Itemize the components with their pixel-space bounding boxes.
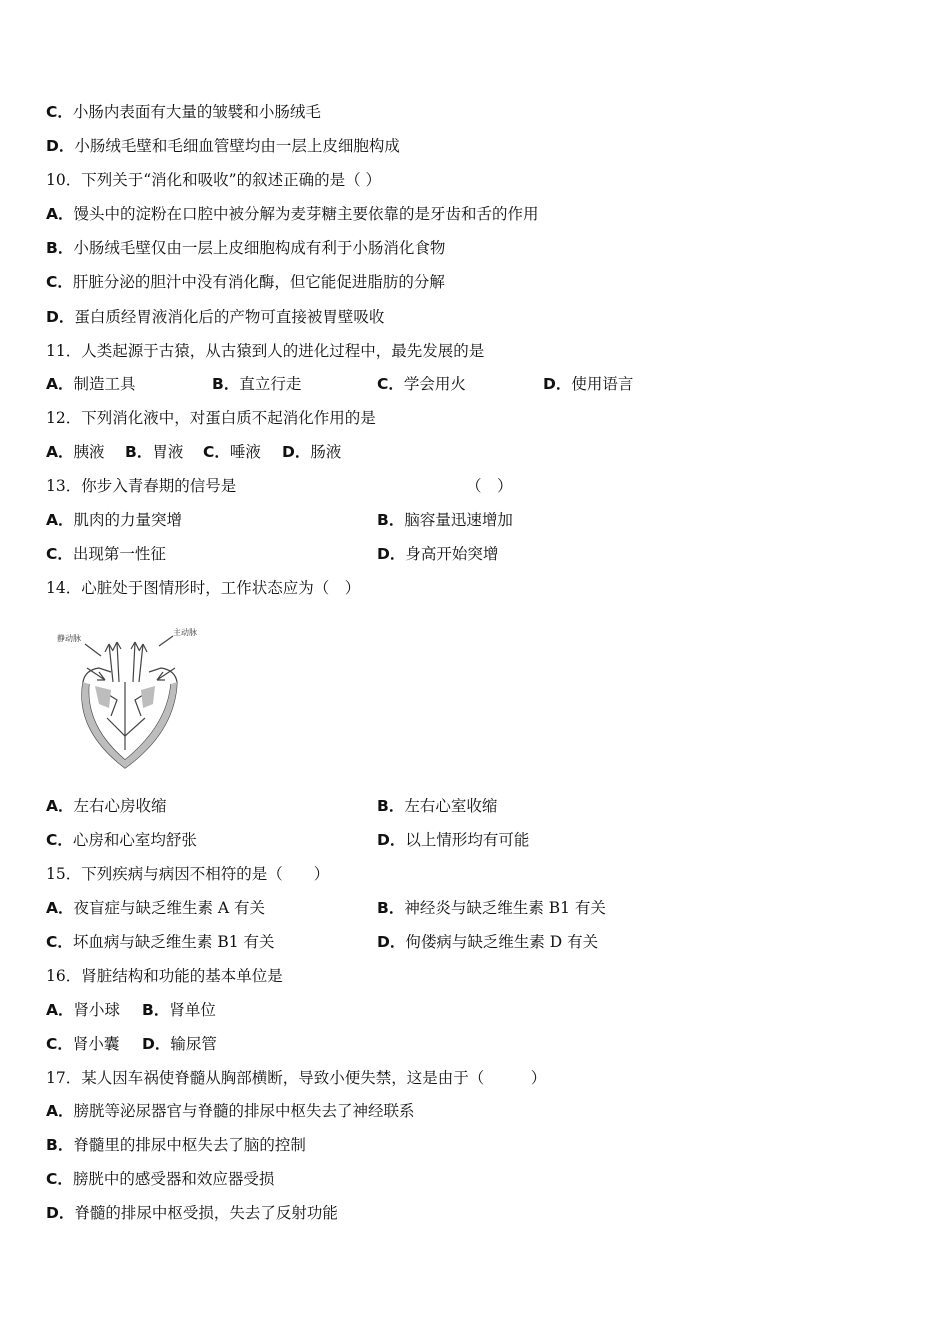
- option-text: 小肠绒毛壁仅由一层上皮细胞构成有利于小肠消化食物: [73, 239, 446, 257]
- option-text: 胰液: [73, 443, 105, 461]
- q15-option-c: [46, 932, 275, 952]
- option-text: 小肠绒毛壁和毛细血管壁均由一层上皮细胞构成: [74, 137, 400, 155]
- option-key: C．: [46, 831, 73, 849]
- option-key: D．: [377, 831, 406, 849]
- option-text: 直立行走: [239, 375, 302, 393]
- option-text: 胃液: [152, 443, 184, 461]
- option-text: 膀胱中的感受器和效应器受损: [72, 1170, 275, 1188]
- option-text: 佝偻病与缺乏维生素 D 有关: [405, 933, 599, 951]
- q17-option-c: [46, 1169, 274, 1189]
- option-key: D．: [377, 933, 406, 951]
- option-key: A．: [46, 1001, 74, 1019]
- q14-option-b: [377, 796, 497, 816]
- option-key: C．: [46, 103, 73, 121]
- option-key: B．: [142, 1001, 170, 1019]
- q16-stem: 16．肾脏结构和功能的基本单位是: [46, 967, 283, 985]
- heart-diagram: [55, 620, 215, 770]
- q17-stem: 17．某人因车祸使脊髓从胸部横断，导致小便失禁，这是由于（ ）: [46, 1069, 547, 1087]
- q17-option-d: [46, 1203, 338, 1223]
- q9-option-c: [46, 102, 321, 122]
- option-key: B．: [212, 375, 240, 393]
- q15-option-b: [377, 898, 606, 918]
- option-key: A．: [46, 899, 74, 917]
- option-key: D．: [377, 545, 406, 563]
- label-left-artery: 静动脉: [57, 634, 81, 643]
- q11-stem: 11．人类起源于古猿，从古猿到人的进化过程中，最先发展的是: [46, 342, 485, 360]
- q11-option-c: [377, 374, 466, 394]
- option-key: B．: [377, 511, 405, 529]
- q12-option-d: [282, 442, 341, 462]
- q13-stem: 13．你步入青春期的信号是: [46, 477, 237, 495]
- option-key: B．: [377, 797, 405, 815]
- q15-option-a: [46, 898, 265, 918]
- option-key: D．: [46, 137, 75, 155]
- option-text: 肾小囊: [72, 1035, 120, 1053]
- q11-option-a: [46, 374, 136, 394]
- option-text: 神经炎与缺乏维生素 B1 有关: [404, 899, 606, 917]
- option-key: A．: [46, 511, 74, 529]
- option-text: 身高开始突增: [405, 545, 499, 563]
- q12-option-c: [203, 442, 261, 462]
- option-text: 膀胱等泌尿器官与脊髓的排尿中枢失去了神经联系: [73, 1102, 415, 1120]
- q13-option-b: [377, 510, 513, 530]
- option-text: 左右心房收缩: [73, 797, 167, 815]
- q11-option-d: [543, 374, 633, 394]
- option-text: 学会用火: [403, 375, 466, 393]
- q17-option-b: [46, 1135, 306, 1155]
- option-text: 脊髓的排尿中枢受损，失去了反射功能: [74, 1204, 338, 1222]
- q14-option-c: [46, 830, 197, 850]
- option-text: 肾单位: [169, 1001, 216, 1019]
- option-key: B．: [125, 443, 153, 461]
- option-key: D．: [543, 375, 572, 393]
- q16-option-c: [46, 1034, 119, 1054]
- option-text: 以上情形均有可能: [405, 831, 530, 849]
- label-aorta: 主动脉: [173, 628, 197, 637]
- option-text: 左右心室收缩: [404, 797, 498, 815]
- q13-option-a: [46, 510, 182, 530]
- q16-option-a: [46, 1000, 120, 1020]
- option-key: C．: [46, 1035, 73, 1053]
- q12-option-b: [125, 442, 183, 462]
- q9-option-d: [46, 136, 400, 156]
- option-key: A．: [46, 1102, 74, 1120]
- option-text: 肾小球: [73, 1001, 121, 1019]
- option-key: C．: [377, 375, 404, 393]
- q13-option-d: [377, 544, 498, 564]
- q12-option-a: [46, 442, 105, 462]
- option-text: 小肠内表面有大量的皱襞和小肠绒毛: [72, 103, 321, 121]
- option-text: 肌肉的力量突增: [73, 511, 183, 529]
- option-text: 馒头中的淀粉在口腔中被分解为麦芽糖主要依靠的是牙齿和舌的作用: [73, 205, 539, 223]
- q13-option-c: [46, 544, 166, 564]
- q10-stem: 10．下列关于“消化和吸收”的叙述正确的是（ ）: [46, 171, 381, 189]
- option-text: 坏血病与缺乏维生素 B1 有关: [72, 933, 275, 951]
- option-key: B．: [46, 1136, 74, 1154]
- option-key: A．: [46, 797, 74, 815]
- option-text: 心房和心室均舒张: [72, 831, 197, 849]
- option-text: 肝脏分泌的胆汁中没有消化酶，但它能促进脂肪的分解: [72, 273, 445, 291]
- q10-option-b: [46, 238, 445, 258]
- q10-option-c: [46, 272, 445, 292]
- option-key: C．: [203, 443, 230, 461]
- q16-option-b: [142, 1000, 216, 1020]
- q15-stem: 15．下列疾病与病因不相符的是（ ）: [46, 865, 330, 883]
- option-text: 唾液: [229, 443, 261, 461]
- q16-option-d: [142, 1034, 217, 1054]
- option-text: 出现第一性征: [72, 545, 166, 563]
- option-key: D．: [46, 1204, 75, 1222]
- option-text: 蛋白质经胃液消化后的产物可直接被胃壁吸收: [74, 308, 385, 326]
- q17-option-a: [46, 1101, 415, 1121]
- option-text: 输尿管: [170, 1035, 217, 1053]
- option-key: B．: [46, 239, 74, 257]
- q12-stem: 12．下列消化液中，对蛋白质不起消化作用的是: [46, 409, 376, 427]
- option-text: 使用语言: [571, 375, 634, 393]
- option-key: D．: [282, 443, 311, 461]
- q11-option-b: [212, 374, 301, 394]
- option-text: 脊髓里的排尿中枢失去了脑的控制: [73, 1136, 306, 1154]
- option-key: C．: [46, 933, 73, 951]
- option-text: 夜盲症与缺乏维生素 A 有关: [73, 899, 266, 917]
- option-key: A．: [46, 375, 74, 393]
- q13-answer-paren: （ ）: [466, 477, 513, 495]
- option-key: D．: [142, 1035, 171, 1053]
- q10-option-d: [46, 307, 384, 327]
- option-key: C．: [46, 1170, 73, 1188]
- q15-option-d: [377, 932, 598, 952]
- option-key: A．: [46, 205, 74, 223]
- q10-option-a: [46, 204, 539, 224]
- q14-option-a: [46, 796, 167, 816]
- option-key: C．: [46, 545, 73, 563]
- q14-option-d: [377, 830, 529, 850]
- option-key: D．: [46, 308, 75, 326]
- q14-stem: 14．心脏处于图情形时，工作状态应为（ ）: [46, 579, 361, 597]
- option-key: B．: [377, 899, 405, 917]
- option-key: C．: [46, 273, 73, 291]
- option-text: 脑容量迅速增加: [404, 511, 513, 529]
- option-text: 制造工具: [73, 375, 136, 393]
- option-key: A．: [46, 443, 74, 461]
- option-text: 肠液: [310, 443, 342, 461]
